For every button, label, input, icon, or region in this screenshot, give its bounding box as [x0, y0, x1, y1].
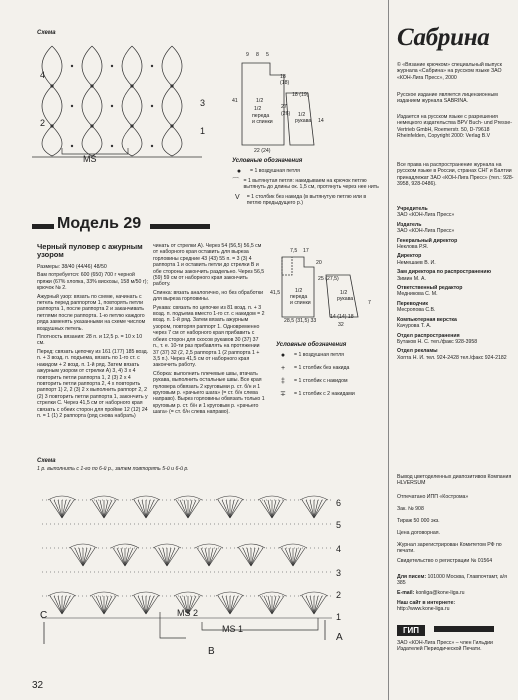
top-size-label-41: 41 — [232, 98, 238, 104]
top-size-label-26: (26) — [281, 111, 291, 117]
model-sleeves: Рукава: связать по цепочке из 81 возд. п. + 3 возд. п. подъема вместо 1-го ст. с накидом = 2 возд. п. 1-й ряд. Затем вязать ажурным узором, повторяя раппорт 1. Одновременно через 7 см от наборного края прибавить с обеих сторон для скосов рукавов 30 (37) 37 п., т. е. 10-ти раз прибавлять на протяжении 37 (37) 32 (2, 2,5 раппорта 1 (2 раппорта 1 + 3,5 п.). Через 41,5 см от наборного края закончить работу. — [153, 304, 265, 369]
fan-stitch — [209, 548, 217, 566]
model-title — [37, 243, 147, 259]
top-size-label-5: 5 — [266, 52, 269, 58]
fan-stitch — [272, 500, 280, 518]
entry-editor-label: Ответственный редактор — [397, 285, 463, 292]
single-crochet-icon: + — [280, 365, 286, 372]
symbol-chain-text: = 1 воздушная петля — [250, 168, 300, 174]
top-row-4: 4 — [40, 70, 46, 80]
entry-director-value: Немешаев В. И. — [397, 259, 436, 266]
top-size-label-half2: 1/2 — [254, 106, 262, 112]
symbol-pulled-loop-text: = 1 вытянутая петля: накидываем на крючок петлю вытянуть до длины ок. 1,5 см, протянуть через нее нить — [243, 178, 379, 191]
fan-arc — [300, 496, 328, 500]
entry-founder — [397, 206, 515, 219]
fan-stitch — [285, 548, 293, 566]
ms-bracket — [60, 148, 130, 158]
entry-editor — [397, 285, 515, 298]
entry-advertising-label: Отдел рекламы — [397, 348, 438, 355]
top-row-2: 2 — [40, 118, 46, 128]
fan-stitch — [62, 500, 70, 518]
mid-symbol-chain — [276, 352, 384, 359]
fan-arc — [132, 496, 160, 500]
fan-stitch — [306, 500, 314, 518]
fan-stitch — [75, 548, 83, 566]
symbols-mid-title: Условные обозначения — [276, 342, 347, 348]
email-value[interactable]: konliga@kone-liga.ru — [415, 590, 465, 596]
letters-label: Для писем: — [397, 574, 427, 580]
mid-symbol-sc-text: = 1 столбик без накида — [294, 365, 350, 371]
fan-arc — [279, 544, 307, 548]
entry-deputy-value: Зимин М. А. — [397, 275, 426, 282]
model-sizes: Размеры: 38/40 (44/46) 48/50 — [37, 264, 107, 270]
pulled-loop-icon: ⌒ — [232, 178, 240, 185]
mid-size-diagram — [270, 245, 380, 325]
model-assembly: Сборка: выполнить плечевые швы, втачать рукава, выполнить остальные швы. Все края пуловера обвязать 2 круговыми р. ст. б/н и 1 круговым р. «рачьего шага» (= ст. б/н слева направо). Вырез горловины обвязать только 1 круговым р. ст. б/н и 1 круговым р. «рачьего шага» (= ст. б/н слева направо). — [153, 370, 265, 416]
entry-advertising-value: Хопта Н. И. тел. 924-2428 тел./факс 924-2182 — [397, 354, 507, 361]
top-size-label-half3: 1/2 — [298, 112, 306, 118]
entry-ceo — [397, 238, 515, 251]
fan-arc — [237, 544, 265, 548]
fan-stitch — [230, 500, 238, 518]
entry-layout-label: Компьютерная верстка — [397, 316, 457, 323]
imprint-email — [397, 590, 515, 596]
mid-symbol-dc-text: = 1 столбик с накидом — [294, 378, 348, 384]
mid-label-front: переда — [290, 294, 308, 300]
mid-label-7-5: 7,5 — [290, 248, 298, 254]
guild-logo-bar — [434, 626, 494, 632]
mid-label-width: 28,5 (31,5) 33 — [284, 318, 317, 324]
fan-stitch — [264, 500, 272, 518]
ms1-label: MS 1 — [222, 624, 244, 634]
imprint-registered: Журнал зарегистрирован Комитетом РФ по печати. — [397, 542, 502, 555]
mid-label-half: 1/2 — [295, 288, 303, 294]
ms2-label: MS 2 — [177, 608, 199, 618]
bottom-row-1: 1 — [336, 612, 342, 622]
top-size-label-18b: (18) — [280, 80, 290, 86]
fan-stitch — [117, 548, 125, 566]
imprint-publisher-note: Издается на русском языке с разрешения немецкого издательства BPV Buch- und Presse-Vertrieb GmbH, Roemerstr. 50, D-79618 Rheinfelden, Copyright 2000: Verlag B.V — [397, 114, 512, 140]
fan-arc — [258, 592, 286, 596]
symbol-single-crochet-text: = 1 столбик без накида (в вытянутую петлю или в петлю предыдущего р.) — [246, 193, 367, 207]
label-c: С — [40, 610, 48, 621]
ms-brackets-bottom — [158, 612, 338, 652]
bottom-row-4: 4 — [336, 544, 342, 554]
entry-editor-value: Медникова С. М. — [397, 291, 438, 298]
fan-arc — [216, 592, 244, 596]
fan-arc — [48, 592, 76, 596]
fan-arc — [69, 544, 97, 548]
symbols-mid-list — [276, 352, 384, 398]
top-size-label-27: 27 — [281, 104, 287, 110]
imprint-rights: Все права на распространение журнала на русском языке в России, странах СНГ и Балтии принадлежат ЗАО «КОН-Лига Пресс» (тел.: 928-3958, 928-0486). — [397, 162, 514, 188]
imprint-letters — [397, 574, 515, 587]
top-ms-label: MS — [83, 154, 97, 164]
model-front: Перед: связать цепочку из 161 (177) 185 возд. п. + 3 возд. п. подъема, вязать по 1-го ст. с накидом + 2 возд. п. 1-й ряд. Затем вязать ажурным узором от стрелки А) 3, 4) 3 x 4 повторить петли раппорта 1, 2 (3) 2 x 4 повторить петли раппорта 2, 4 x повторить раппорт 1) 2, 2 (3) 2 x выполнить раппорт 2, 2 (2) 3 повторить петли раппорта 1, закончить у стрелки С. Через 41,5 см от наборного края связать с обеих сторон для пройме 12 (12) 24 п. = 1 (1) 2 раппорта (ряд снова набрать) — [37, 348, 149, 419]
imprint-print-note: Вывод цветоделенных диапозитивов Компания HLVERSUM — [397, 474, 512, 487]
mid-symbol-tc-text: = 1 столбик с 2 накидами — [294, 391, 355, 397]
fan-stitch — [104, 500, 112, 518]
fan-stitch — [138, 596, 146, 614]
double-crochet-icon: ‡ — [281, 378, 285, 385]
bottom-chart-note: 1 р. выполнить с 1-го по 6-й р., затем повторять 5-й и 6-й р. — [37, 466, 189, 472]
top-size-label-front: переда — [252, 113, 270, 119]
fan-arc — [174, 496, 202, 500]
fan-arc — [90, 592, 118, 596]
entry-director — [397, 253, 515, 266]
entry-publisher — [397, 222, 515, 235]
entry-deputy — [397, 269, 515, 282]
mid-symbol-chain-text: = 1 воздушная петля — [294, 352, 344, 358]
fan-arc — [153, 544, 181, 548]
mid-label-back: и спинки — [290, 300, 311, 306]
fan-arc — [174, 592, 202, 596]
mid-label-7: 7 — [368, 300, 371, 306]
bottom-row-2: 2 — [336, 590, 342, 600]
mid-symbol-tc — [276, 391, 384, 398]
bottom-row-5: 5 — [336, 520, 342, 530]
model-col1 — [37, 264, 149, 419]
imprint-certificate: Свидетельство о регистрации № 01564 — [397, 558, 493, 564]
mid-label-sleeve: рукава — [337, 296, 354, 302]
top-size-label-back: и спинки — [252, 119, 273, 125]
fan-arc — [48, 496, 76, 500]
top-row-3: 3 — [200, 98, 206, 108]
fan-stitch — [243, 548, 251, 566]
model-title-line-1: Черный пуловер с ажурным — [37, 242, 143, 251]
bottom-row-6: 6 — [336, 498, 342, 508]
single-crochet-icon: V — [235, 193, 240, 201]
top-schema-label: Схема — [37, 30, 56, 36]
mid-label-20: 20 — [316, 260, 322, 266]
fan-stitch — [167, 548, 175, 566]
model-col2 — [153, 243, 265, 416]
fan-arc — [90, 496, 118, 500]
imprint-entries — [397, 206, 515, 361]
chain-icon: ● — [280, 352, 286, 359]
top-size-label-18: 18 — [280, 74, 286, 80]
fan-stitch — [180, 500, 188, 518]
mid-label-25: 25 (27,5) — [318, 276, 339, 282]
heading-rule-right — [150, 224, 210, 229]
fan-stitch — [62, 596, 70, 614]
web-value[interactable]: http://www.kone-liga.ru — [397, 606, 450, 613]
imprint-license: Русское издание является лицензионным изданием журнала SABRINA. — [397, 92, 498, 105]
entry-ceo-value: Неклова Р.Я. — [397, 244, 429, 251]
entry-ceo-label: Генеральный директор — [397, 237, 458, 244]
entry-publisher-value: ЗАО «КОН-Лига Пресс» — [397, 228, 455, 235]
bottom-schema-label: Схема — [37, 458, 56, 464]
entry-advertising — [397, 348, 515, 361]
letters-value: 101000 Москва, Главпочтамт, а/я 385 — [397, 574, 507, 587]
model-materials: Вам потребуется: 600 (650) 700 г черной пряжи (67% хлопка, 33% вискозы, 158 м/50 г); крючок № 2. — [37, 272, 148, 292]
fan-stitch — [125, 548, 133, 566]
fan-stitch — [222, 500, 230, 518]
imprint-member-note: ЗАО «КОН-Лига Пресс» – член Гильдии Издателей Периодической Печати. — [397, 640, 493, 653]
model-back: Спинка: вязать аналогично, но без обработки для выреза горловины. — [153, 289, 263, 303]
symbols-top-title: Условные обозначения — [232, 158, 303, 164]
entry-distribution — [397, 333, 515, 346]
mid-label-32: 32 — [338, 322, 344, 328]
model-gauge: Плотность вязания: 28 п. и 12,5 р. = 10 x 10 см. — [37, 334, 143, 347]
top-stitch-chart — [32, 36, 212, 166]
entry-translator-value: Месропова С.В. — [397, 307, 436, 314]
imprint-web — [397, 600, 515, 613]
top-size-label-18-19: 18 (19) — [292, 92, 309, 98]
entry-distribution-value: Бутаков Н. С. тел./факс 928-3958 — [397, 338, 478, 345]
symbol-chain — [232, 168, 382, 175]
entry-translator — [397, 301, 515, 314]
imprint-order: Зак. № 908 — [397, 506, 424, 512]
entry-director-label: Директор — [397, 253, 422, 260]
fan-arc — [300, 592, 328, 596]
top-size-label-14: 14 — [318, 118, 324, 124]
heading-rule-left — [32, 224, 54, 229]
symbols-top-list — [232, 168, 382, 207]
email-label: E-mail: — [397, 590, 415, 596]
fan-stitch — [146, 500, 154, 518]
model-pattern: Ажурный узор: вязать по схеме, начинать с петель перед раппортом 1, повторять петли раппорта 1, после раппорта 2 и заканчивать петлями после раппорта. 1-ю петлю каждого ряда заменять указанными на схеме числом воздушных петель. — [37, 293, 146, 332]
symbol-pulled-loop — [232, 178, 382, 191]
mid-label-cuff: 14 (14) 18 — [330, 314, 354, 320]
treble-crochet-icon: ∓ — [280, 391, 286, 398]
entry-deputy-label: Зам директора по распространению — [397, 269, 492, 276]
brand-logo: Сабрина — [397, 24, 490, 51]
fan-stitch — [54, 596, 62, 614]
imprint-sidebar — [388, 0, 518, 700]
bottom-row-3: 3 — [336, 568, 342, 578]
top-size-label-9: 9 — [246, 52, 249, 58]
fan-stitch — [96, 500, 104, 518]
fan-stitch — [104, 596, 112, 614]
guild-logo-text: ГИП — [397, 625, 425, 636]
mid-symbol-sc — [276, 365, 384, 372]
fan-stitch — [146, 596, 154, 614]
top-size-label-8: 8 — [256, 52, 259, 58]
fan-stitch — [188, 500, 196, 518]
chain-icon: ● — [236, 168, 242, 175]
web-label: Наш сайт в интернете: — [397, 600, 456, 606]
entry-founder-label: Учредитель — [397, 206, 428, 212]
model-heading: Модель 29 — [57, 215, 142, 232]
fan-stitch — [314, 500, 322, 518]
fan-arc — [258, 496, 286, 500]
fan-stitch — [83, 548, 91, 566]
symbol-single-crochet — [232, 194, 382, 207]
page-number: 32 — [32, 680, 44, 691]
top-row-1: 1 — [200, 126, 206, 136]
fan-stitch — [159, 548, 167, 566]
model-neckline: чинать от стрелки А). Через 54 (56,5) 56,5 см от наборного края оставить для выреза горловины средние 43 (43) 55 п. = 3 (3) 4 раппорта 1 и оставить петли до стрелки В и обе стороны закончить раздельно. Через 56,5 (59) 59 см от наборного края закончить работу. — [153, 243, 265, 288]
label-b: В — [208, 646, 215, 657]
fan-stitch — [201, 548, 209, 566]
top-size-label-22: 22 (24) — [254, 148, 271, 154]
fan-stitch — [138, 500, 146, 518]
mid-label-41-5: 41,5 — [270, 290, 281, 296]
top-size-label-half: 1/2 — [256, 98, 264, 104]
fan-stitch — [293, 548, 301, 566]
entry-founder-value: ЗАО «КОН-Лига Пресс» — [397, 212, 455, 219]
fan-stitch — [96, 596, 104, 614]
mid-label-half2: 1/2 — [340, 290, 348, 296]
imprint-price: Цена договорная. — [397, 530, 440, 536]
fan-arc — [132, 592, 160, 596]
entry-translator-label: Переводчик — [397, 300, 428, 307]
fan-stitch — [54, 500, 62, 518]
entry-publisher-label: Издатель — [397, 221, 422, 228]
imprint-printed-at: Отпечатано ИПП «Кострома» — [397, 494, 469, 500]
entry-layout-value: Качурова Т. А. — [397, 323, 432, 330]
label-a: А — [336, 632, 343, 643]
top-size-diagram — [228, 45, 318, 155]
entry-layout — [397, 317, 515, 330]
fan-stitch — [251, 548, 259, 566]
arrow-c — [40, 622, 48, 644]
top-size-label-sleeve: рукава — [295, 118, 312, 124]
mid-symbol-dc — [276, 378, 384, 385]
fan-arc — [111, 544, 139, 548]
entry-distribution-label: Отдел распространения — [397, 332, 460, 339]
guild-logo — [397, 620, 515, 635]
imprint-circulation: Тираж 50 000 экз. — [397, 518, 440, 524]
fan-arc — [195, 544, 223, 548]
mid-label-17: 17 — [303, 248, 309, 254]
fan-arc — [216, 496, 244, 500]
imprint-copyright: © «Вязание крючком» специальный выпуск журнала «Сабрина» на русском языке ЗАО «КОН-Лига Пресс», 2000 — [397, 62, 502, 81]
model-title-line-2: узором — [37, 250, 64, 260]
